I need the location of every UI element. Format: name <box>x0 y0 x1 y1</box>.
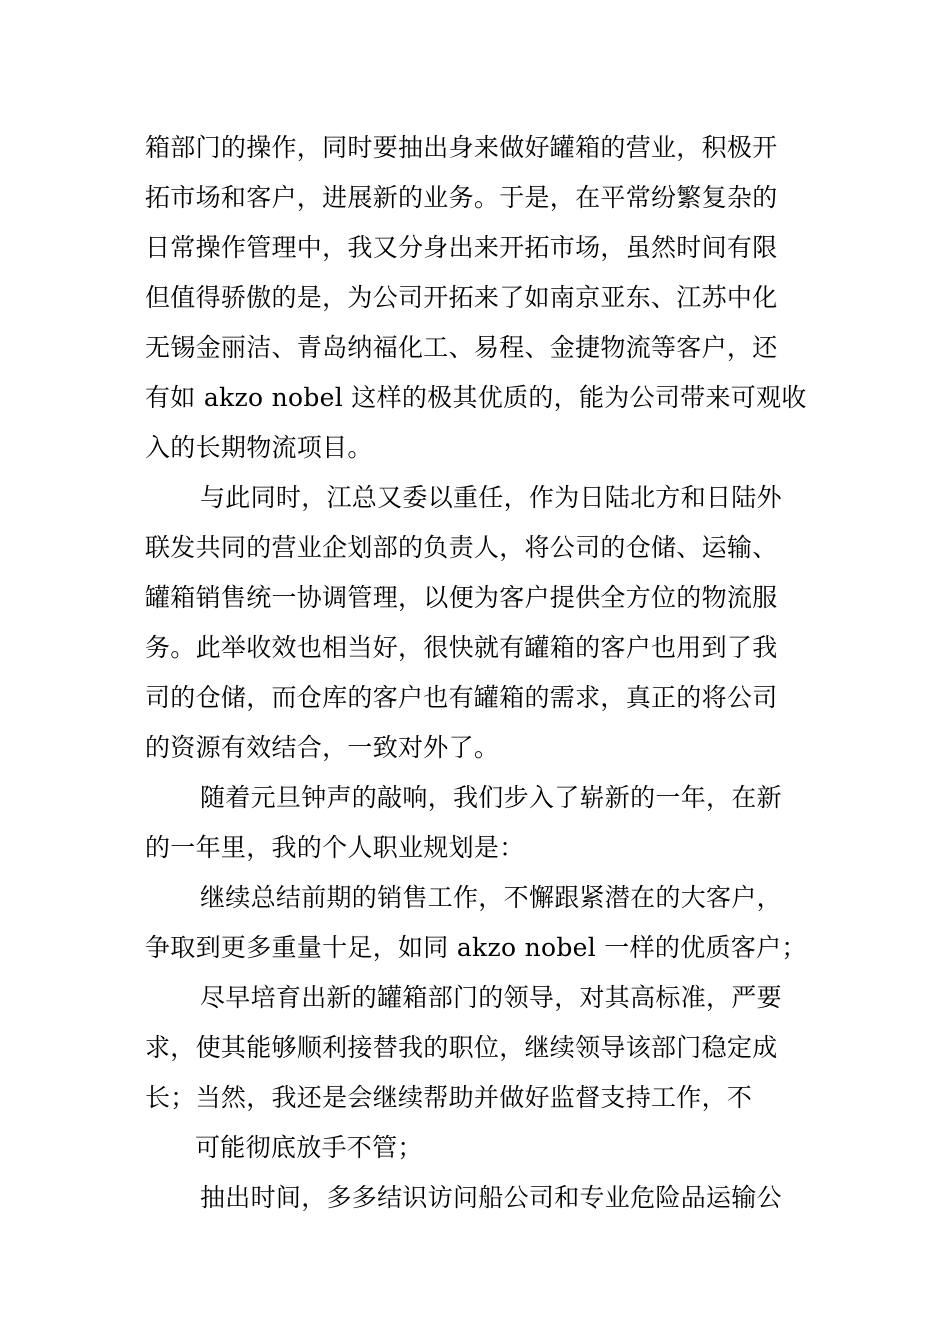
paragraph-line: 的资源有效结合，一致对外了。 <box>145 733 500 762</box>
paragraph-line: 的一年里，我的个人职业规划是： <box>145 833 525 862</box>
paragraph-line: 有如 akzo nobel 这样的极其优质的，能为公司带来可观收 <box>145 383 807 412</box>
paragraph-line: 长；当然，我还是会继续帮助并做好监督支持工作，不 <box>145 1083 753 1112</box>
paragraph-line: 可能彻底放手不管； <box>195 1133 423 1162</box>
paragraph-line: 与此同时，江总又委以重任，作为日陆北方和日陆外 <box>200 483 782 512</box>
paragraph-line: 抽出时间，多多结识访问船公司和专业危险品运输公 <box>200 1183 782 1212</box>
paragraph-line: 随着元旦钟声的敲响，我们步入了崭新的一年，在新 <box>200 783 782 812</box>
paragraph-line: 入的长期物流项目。 <box>145 433 373 462</box>
paragraph-line: 求，使其能够顺利接替我的职位，继续领导该部门稳定成 <box>145 1033 778 1062</box>
paragraph-line: 无锡金丽洁、青岛纳福化工、易程、金捷物流等客户，还 <box>145 333 778 362</box>
paragraph-line: 继续总结前期的销售工作，不懈跟紧潜在的大客户， <box>200 883 782 912</box>
paragraph-line: 司的仓储，而仓库的客户也有罐箱的需求，真正的将公司 <box>145 683 778 712</box>
paragraph-line: 争取到更多重量十足，如同 akzo nobel 一样的优质客户； <box>145 933 807 962</box>
paragraph-line: 罐箱销售统一协调管理，以便为客户提供全方位的物流服 <box>145 583 778 612</box>
paragraph-line: 日常操作管理中，我又分身出来开拓市场，虽然时间有限 <box>145 233 778 262</box>
paragraph-line: 拓市场和客户，进展新的业务。于是，在平常纷繁复杂的 <box>145 183 778 212</box>
paragraph-line: 务。此举收效也相当好，很快就有罐箱的客户也用到了我 <box>145 633 778 662</box>
paragraph-line: 但值得骄傲的是，为公司开拓来了如南京亚东、江苏中化 <box>145 283 778 312</box>
paragraph-line: 箱部门的操作，同时要抽出身来做好罐箱的营业，积极开 <box>145 133 778 162</box>
paragraph-line: 尽早培育出新的罐箱部门的领导，对其高标准，严要 <box>200 983 782 1012</box>
paragraph-line: 联发共同的营业企划部的负责人，将公司的仓储、运输、 <box>145 533 778 562</box>
